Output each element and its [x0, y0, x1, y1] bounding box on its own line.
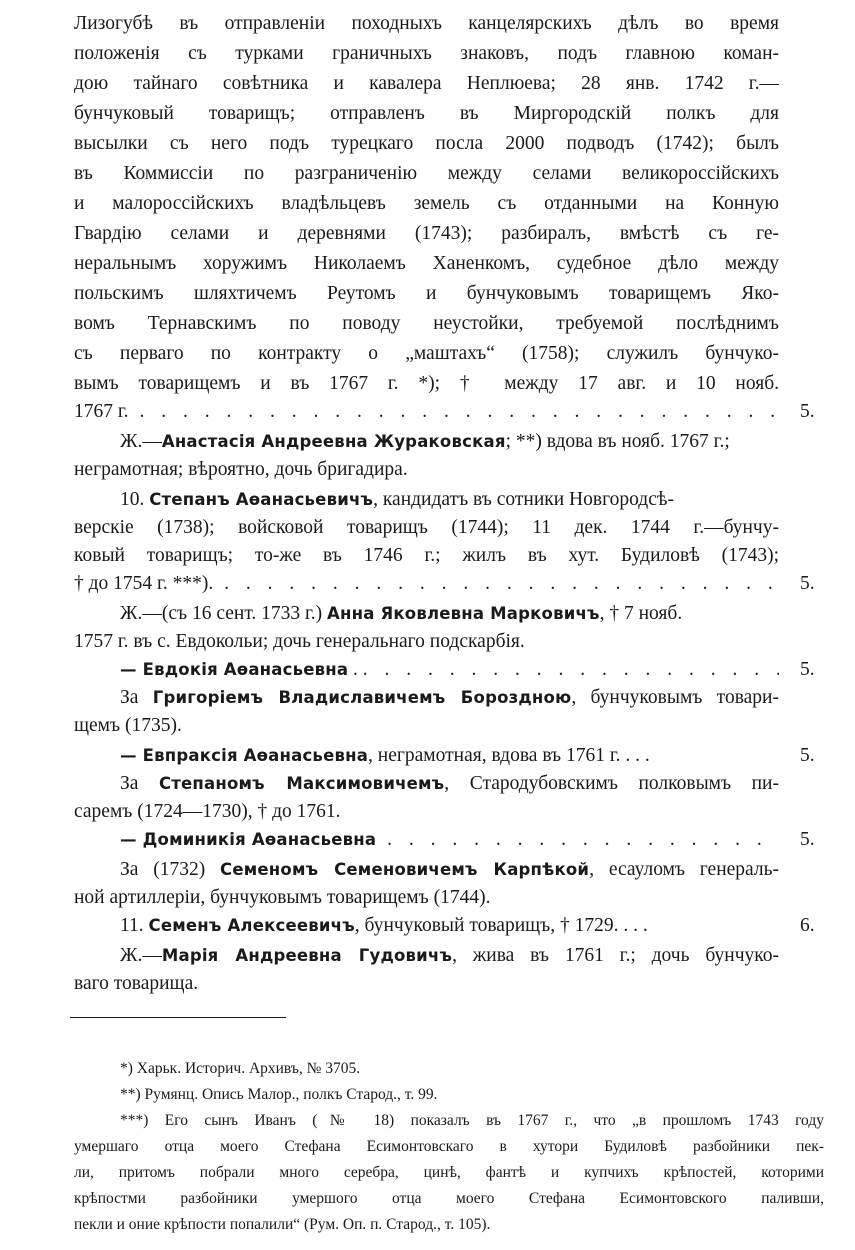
footnote: пекли и оние крѣпости попалили“ (Рум. Оп. п. Старод., т. 105).	[74, 1216, 491, 1233]
entry-spouse: За Степаномъ Максимовичемъ, Стародубовскимъ полковымъ пи-	[120, 773, 779, 794]
footnote-divider	[70, 1017, 286, 1018]
text-line: неральнымъ хоружимъ Николаемъ Ханенкомъ, судебное дѣло между	[74, 253, 779, 274]
entry-daughter	[120, 826, 779, 853]
text-line: Лизогубѣ въ отправленіи походныхъ канцелярскихъ дѣлъ во время	[74, 13, 779, 34]
person-name: Степанъ Аѳанасьевичъ	[149, 490, 374, 509]
text-line: польскимъ шляхтичемъ Реутомъ и бунчуковымъ товарищемъ Яко-	[74, 283, 779, 304]
footnote: *) Харьк. Историч. Архивъ, № 3705.	[120, 1060, 361, 1077]
person-name: Марія Андреевна Гудовичъ	[161, 946, 453, 965]
text-line: въ Коммиссіи по разграниченію между селами великороссійскихъ	[74, 163, 779, 184]
person-name: Анна Яковлевна Марковичъ	[327, 604, 600, 623]
text-line: положенія съ турками граничныхъ знаковъ, подъ главною коман-	[74, 43, 779, 64]
text-line: 1767 г. . . .	[74, 398, 779, 425]
person-name: Семенъ Алексеевичъ	[148, 916, 355, 935]
footnote: **) Румянц. Опись Малор., полкъ Старод., т. 99.	[120, 1086, 438, 1103]
entry-spouse: Ж.—Марія Андреевна Гудовичъ, жива въ 1761 г.; дочь бунчуко-	[120, 945, 779, 966]
text-line: ной артиллеріи, бунчуковымъ товарищемъ (1744).	[74, 887, 491, 908]
text-line: ваго товарища.	[74, 973, 199, 994]
footnote: крѣпостми разбойники умершого отца моего Стефана Есимонтовского паливши,	[74, 1190, 824, 1207]
person-name: Анастасія Андреевна Жураковская	[161, 432, 506, 451]
text-line: саремъ (1724—1730), † до 1761.	[74, 801, 341, 822]
text-line: съ перваго по контракту о „маштахъ“ (1758); служилъ бунчуко-	[74, 343, 779, 364]
text-line: неграмотная; вѣроятно, дочь бригадира.	[74, 459, 408, 480]
entry-spouse: За (1732) Семеномъ Семеновичемъ Карпѣкой, есауломъ генераль-	[120, 859, 779, 880]
person-name: — Евпраксія Аѳанасьевна	[120, 746, 369, 765]
person-name: Григоріемъ Владиславичемъ Бороздною	[152, 688, 572, 707]
entry-10: 10. Степанъ Аѳанасьевичъ, кандидатъ въ сотники Новгородсѣ-	[120, 489, 674, 510]
entry-daughter: — Евпраксія Аѳанасьевна, неграмотная, вдова въ 1761 г. . . .	[120, 745, 650, 766]
entry-11: 11. Семенъ Алексеевичъ, бунчуковый товарищъ, † 1729. . . .	[120, 915, 648, 936]
text-line: высылки съ него подъ турецкаго посла 2000 подводъ (1742); былъ	[74, 133, 779, 154]
page-reference: 6.	[800, 915, 815, 936]
entry-spouse: Ж.—(съ 16 сент. 1733 г.) Анна Яковлевна Марковичъ, † 7 нояб.	[120, 603, 683, 624]
text-line: 1757 г. въ с. Евдокольи; дочь генеральнаго подскарбія.	[74, 631, 525, 652]
person-name: — Доминикія Аѳанасьевна	[120, 830, 377, 849]
text-line: Гвардію селами и деревнями (1743); разбиралъ, вмѣстѣ съ ге-	[74, 223, 779, 244]
text-line: дою тайнаго совѣтника и кавалера Неплюева; 28 янв. 1742 г.—	[74, 73, 779, 94]
entry-spouse: За Григоріемъ Владиславичемъ Бороздною, бунчуковымъ товари-	[120, 687, 779, 708]
person-name: Степаномъ Максимовичемъ	[158, 774, 445, 793]
text-line: вымъ товарищемъ и въ 1767 г. *); † между 17 авг. и 10 нояб.	[74, 373, 779, 394]
footnote: ***) Его сынъ Иванъ (№ 18) показалъ въ 1767 г., что „в прошломъ 1743 году	[120, 1112, 824, 1129]
text-line: † до 1754 г. ***). . . .	[74, 570, 779, 597]
page-reference: 5.	[800, 401, 815, 422]
text-line: щемъ (1735).	[74, 715, 182, 736]
footnote: умершаго отца моего Стефана Есимонтовскаго в хутори Будиловѣ разбойники пек-	[74, 1138, 824, 1155]
footnote: ли, притомъ побрали много серебра, цинѣ, фантѣ и купчихъ крѣпостей, которими	[74, 1164, 824, 1181]
entry-spouse: Ж.—Анастасія Андреевна Жураковская; **) вдова въ нояб. 1767 г.;	[120, 431, 730, 452]
person-name: Семеномъ Семеновичемъ Карпѣкой	[220, 860, 590, 879]
text-line: ковый товарищъ; то-же въ 1746 г.; жилъ въ хут. Будиловѣ (1743);	[74, 545, 779, 566]
text-line: вомъ Тернавскимъ по поводу неустойки, требуемой послѣднимъ	[74, 313, 779, 334]
text-line: бунчуковый товарищъ; отправленъ въ Миргородскій полкъ для	[74, 103, 779, 124]
person-name: — Евдокія Аѳанасьевна	[120, 660, 349, 679]
page-reference: 5.	[800, 659, 815, 680]
page-reference: 5.	[800, 745, 815, 766]
text-line: и малороссійскихъ владѣльцевъ земель съ отданными на Конную	[74, 193, 779, 214]
page-reference: 5.	[800, 829, 815, 850]
text-line: верскіе (1738); войсковой товарищъ (1744); 11 дек. 1744 г.—бунчу-	[74, 517, 779, 538]
page-reference: 5.	[800, 573, 815, 594]
entry-daughter: — Евдокія Аѳанасьевна . . . .	[120, 656, 779, 683]
